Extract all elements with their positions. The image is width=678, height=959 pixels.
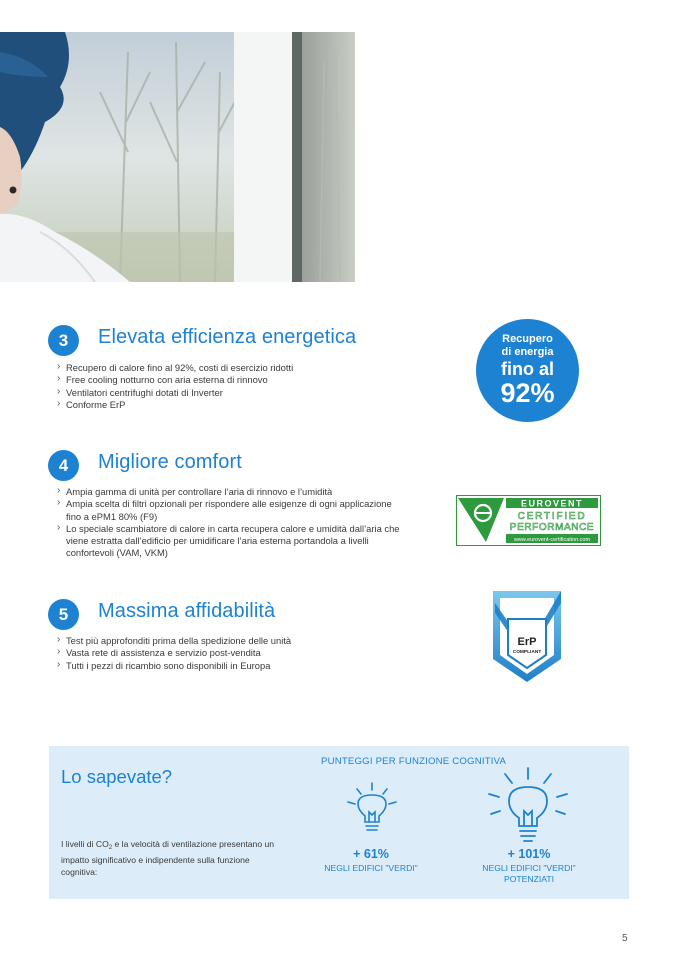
eurovent-name: EUROVENT — [520, 498, 584, 509]
list-item: › Ampia scelta di filtri opzionali per rispondere alle esigenze di ogni applicazione fino a ePM1 80% (F9) — [57, 498, 402, 523]
stat-label: POTENZIATI — [504, 874, 554, 884]
list-item: › Ampia gamma di unità per controllare l’aria di rinnovo e l’umidità — [57, 486, 402, 498]
list-item: › Tutti i pezzi di ricambio sono disponibili in Europa — [57, 660, 417, 672]
stat-value: + 61% — [353, 847, 389, 861]
box-text-part: e la velocità di ventilazione presentano un impatto significativo e indipendente sulla funzione cognitiva: — [61, 839, 275, 877]
erp-sublabel: COMPLIANT — [512, 650, 542, 655]
eurovent-line2: PERFORMANCE — [509, 522, 595, 533]
box-title: Lo sapevate? — [61, 766, 173, 787]
section-number-badge: 4 — [48, 450, 79, 481]
stat-label: NEGLI EDIFICI "VERDI" — [324, 863, 418, 873]
eurovent-line1: CERTIFIED — [517, 511, 587, 522]
list-item: › Conforme ErP — [57, 399, 417, 411]
badge-percentage: 92% — [500, 378, 555, 408]
box-text-part: I livelli di CO — [61, 839, 109, 849]
section-title: Massima affidabilità — [98, 600, 276, 622]
erp-label: ErP — [517, 636, 537, 648]
cognitive-heading: PUNTEGGI PER FUNZIONE COGNITIVA — [321, 756, 507, 767]
list-item: › Ventilatori centrifughi dotati di Inverter — [57, 387, 417, 399]
page-number: 5 — [622, 933, 628, 944]
bullet-list — [57, 635, 417, 672]
badge-line: Recupero — [502, 333, 553, 345]
box-text-subscript: 2 — [108, 845, 113, 851]
energy-recovery-badge — [476, 319, 579, 422]
section-title: Migliore comfort — [98, 451, 242, 473]
stat-label: NEGLI EDIFICI "VERDI" — [482, 863, 576, 873]
eurovent-url: www.eurovent-certification.com — [513, 537, 591, 543]
erp-compliant-badge — [491, 589, 563, 684]
list-item: › Lo speciale scambiatore di calore in carta recupera calore e umidità dall’aria che viene estratta dall’edificio per umidificare l’aria esterna portandola a livelli confortevoli (VAM, VKM) — [57, 523, 402, 560]
list-item: › Test più approfonditi prima della spedizione delle unità — [57, 635, 417, 647]
list-item: › Recupero di calore fino al 92%, costi di esercizio ridotti — [57, 362, 417, 374]
badge-line: fino al — [501, 359, 554, 379]
lightbulb-icon — [345, 780, 399, 838]
did-you-know-box — [49, 746, 629, 899]
hero-photo — [0, 32, 355, 282]
list-item: › Free cooling notturno con aria esterna di rinnovo — [57, 374, 417, 386]
badge-line: di energia — [501, 346, 554, 358]
bullet-list — [57, 486, 402, 560]
lightbulb-icon — [485, 766, 571, 844]
stat-value: + 101% — [507, 847, 551, 861]
list-item: › Vasta rete di assistenza e servizio post-vendita — [57, 647, 417, 659]
section-title: Elevata efficienza energetica — [98, 326, 357, 348]
box-text — [61, 838, 281, 878]
section-number-badge: 3 — [48, 325, 79, 356]
bullet-list — [57, 362, 417, 411]
section-number-badge: 5 — [48, 599, 79, 630]
eurovent-certified-logo — [456, 495, 601, 546]
